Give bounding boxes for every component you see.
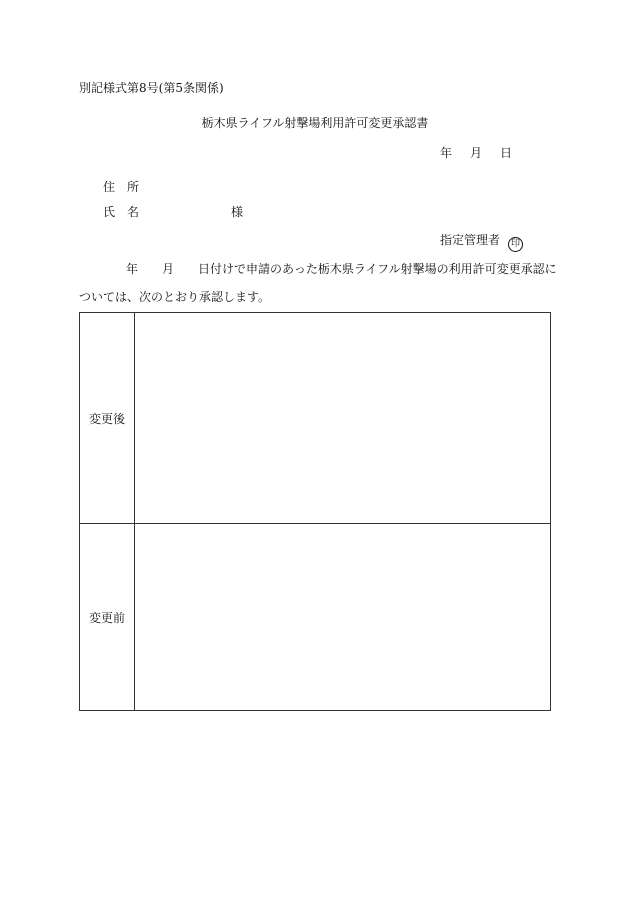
- body-text-line-1: 年 月 日付けで申請のあった栃木県ライフル射撃場の利用許可変更承認に: [126, 262, 557, 276]
- issuer-line: [440, 233, 523, 252]
- date-line: [440, 146, 512, 160]
- document-title: 栃木県ライフル射撃場利用許可変更承認書: [201, 116, 429, 130]
- form-number: 別記様式第8号(第5条関係): [79, 81, 224, 95]
- after-change-label: 変更後: [80, 313, 135, 523]
- name-label: 氏 名: [103, 205, 140, 219]
- before-change-content: [135, 524, 550, 710]
- address-label: 住 所: [103, 180, 140, 194]
- body-text-line-2: ついては、次のとおり承認します。: [79, 290, 271, 304]
- designated-manager-label: 指定管理者: [440, 233, 501, 247]
- honorific-label: 様: [231, 205, 244, 219]
- date-year-label: 年: [440, 146, 453, 160]
- table-row-before-change: [80, 524, 550, 710]
- table-row-after-change: [80, 313, 550, 524]
- after-change-content: [135, 313, 550, 523]
- seal-icon: 印: [508, 237, 523, 252]
- before-change-label: 変更前: [80, 524, 135, 710]
- date-day-label: 日: [500, 146, 513, 160]
- date-month-label: 月: [470, 146, 483, 160]
- change-table: [79, 312, 551, 711]
